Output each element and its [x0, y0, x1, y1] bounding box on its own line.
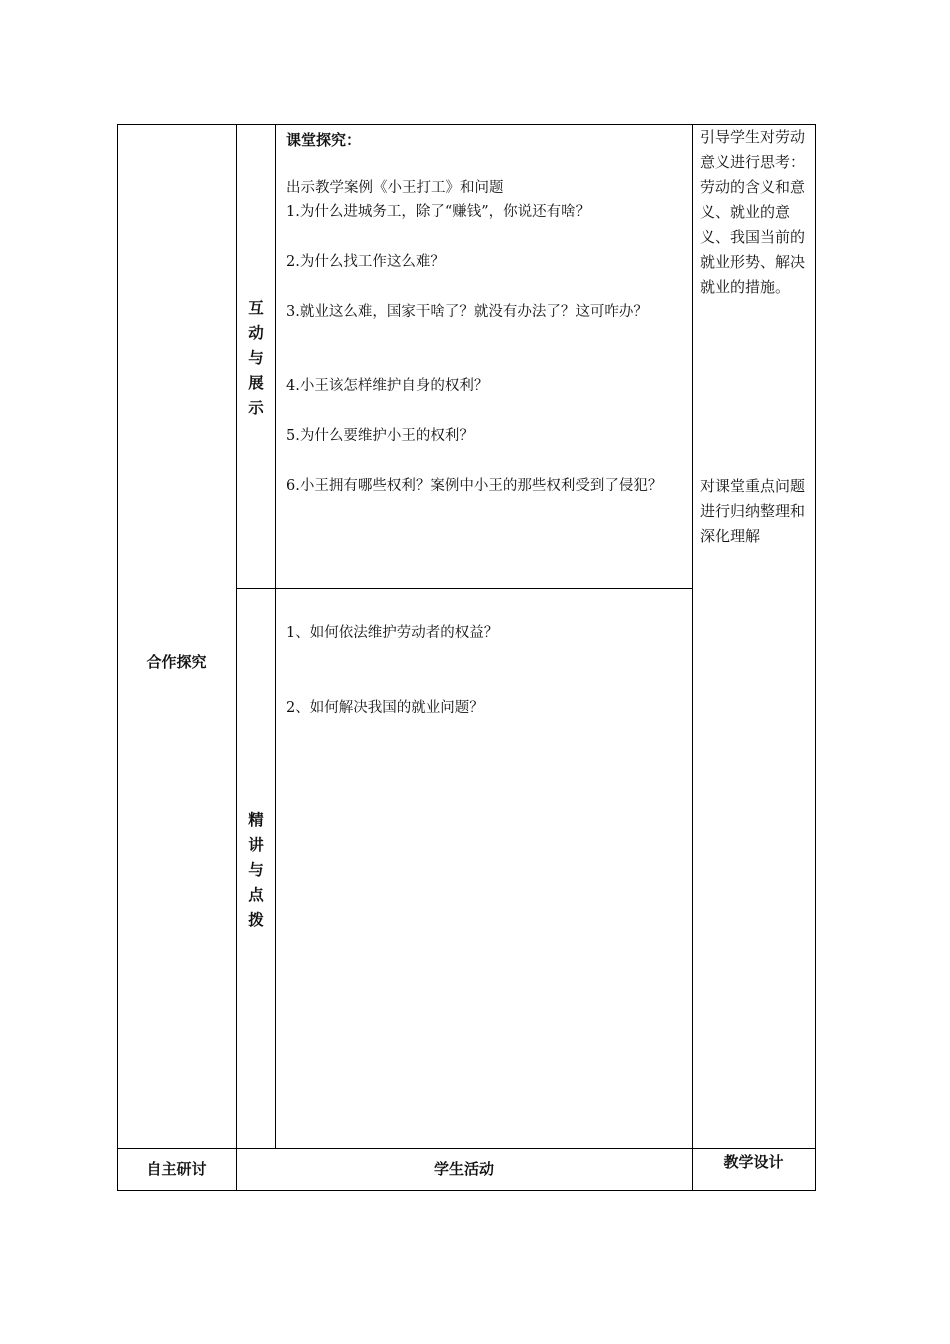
column-divider-3 [692, 124, 693, 1191]
left-label-cooperative-inquiry: 合作探究 [146, 653, 207, 671]
footer-student-activities: 学生活动 [433, 1160, 494, 1178]
question-item: 2.为什么找工作这么难？ [286, 254, 445, 270]
key-question: 1、如何依法维护劳动者的权益？ [286, 625, 499, 641]
label-char: 拨 [248, 911, 264, 929]
section-divider [236, 588, 693, 589]
label-char: 点 [248, 886, 264, 904]
label-char: 动 [248, 324, 264, 342]
footer-top-border [117, 1148, 816, 1149]
label-char: 精 [248, 811, 264, 829]
table-right-border [815, 124, 816, 1191]
key-question: 2、如何解决我国的就业问题？ [286, 700, 484, 716]
footer-teaching-design: 教学设计 [723, 1153, 784, 1171]
label-char: 与 [248, 861, 264, 879]
design-note-summary: 对课堂重点问题进行归纳整理和深化理解 [700, 477, 806, 545]
question-item: 5.为什么要维护小王的权利？ [286, 428, 474, 444]
label-char: 展 [248, 374, 264, 392]
label-char: 与 [248, 349, 264, 367]
question-item: 6.小王拥有哪些权利？案例中小王的那些权利受到了侵犯？ [286, 478, 663, 494]
footer-self-study: 自主研讨 [146, 1160, 207, 1178]
question-item: 1.为什么进城务工，除了“赚钱”，你说还有啥？ [286, 204, 591, 220]
column-divider-1 [236, 124, 237, 1191]
label-char: 互 [248, 299, 264, 317]
question-item: 3.就业这么难，国家干啥了？就没有办法了？这可咋办？ [286, 304, 648, 320]
table-bottom-border [117, 1190, 816, 1191]
label-lecture-guidance [246, 808, 266, 933]
design-note-labor-meaning: 引导学生对劳动意义进行思考：劳动的含义和意义、就业的意义、我国当前的就业形势、解决就业的措施。 [700, 128, 806, 296]
question-item: 4.小王该怎样维护自身的权利？ [286, 378, 489, 394]
label-char: 示 [248, 399, 264, 417]
label-char: 讲 [248, 836, 264, 854]
case-intro: 出示教学案例《小王打工》和问题 [286, 180, 504, 196]
column-divider-2 [275, 124, 276, 1149]
classroom-inquiry-heading: 课堂探究： [286, 131, 362, 149]
label-interactive-display [246, 296, 266, 421]
